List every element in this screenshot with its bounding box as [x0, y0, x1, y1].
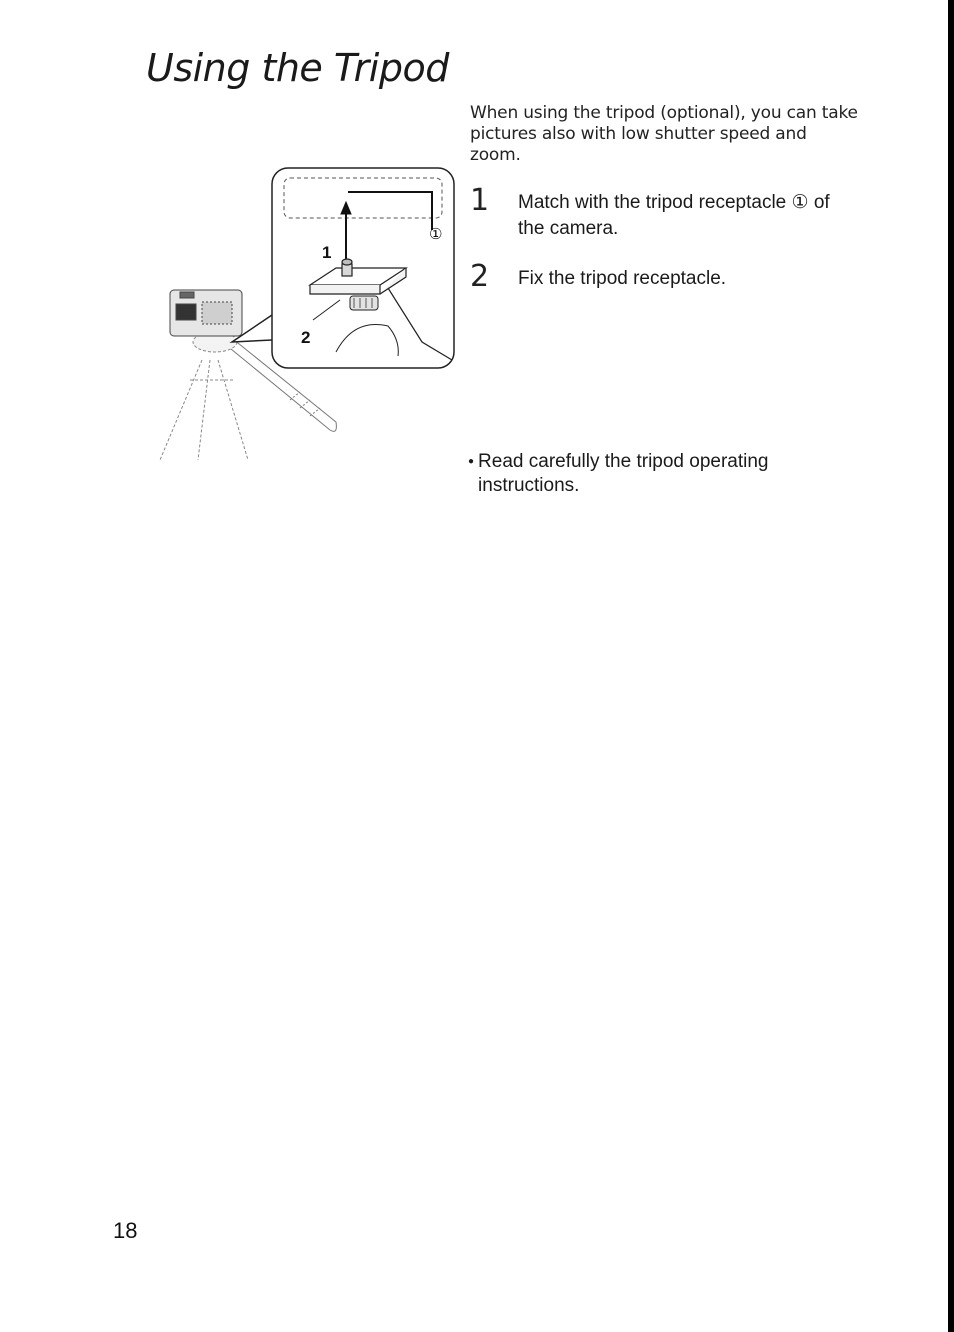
page-title: Using the Tripod — [146, 46, 449, 90]
note-text: Read carefully the tripod operating instructions. — [478, 451, 769, 496]
step-text: Fix the tripod receptacle. — [518, 268, 727, 289]
callout-label-1: 1 — [322, 243, 332, 262]
circle-marker: ① — [429, 225, 443, 243]
camera-icon — [170, 290, 242, 336]
step-text: Match with the tripod receptacle ① of the camera. — [518, 192, 830, 239]
page-edge — [948, 0, 954, 1332]
intro-paragraph: When using the tripod (optional), you can take pictures also with low shutter speed and zoom. — [470, 103, 858, 165]
step-number: 1 — [470, 183, 490, 218]
step-number: 2 — [470, 259, 490, 294]
tripod-illustration — [140, 160, 470, 480]
page-number: 18 — [113, 1218, 138, 1243]
note — [468, 450, 848, 498]
tripod-legs — [160, 360, 248, 460]
callout-label-2: 2 — [301, 328, 311, 347]
bullet-icon: ● — [468, 456, 475, 467]
